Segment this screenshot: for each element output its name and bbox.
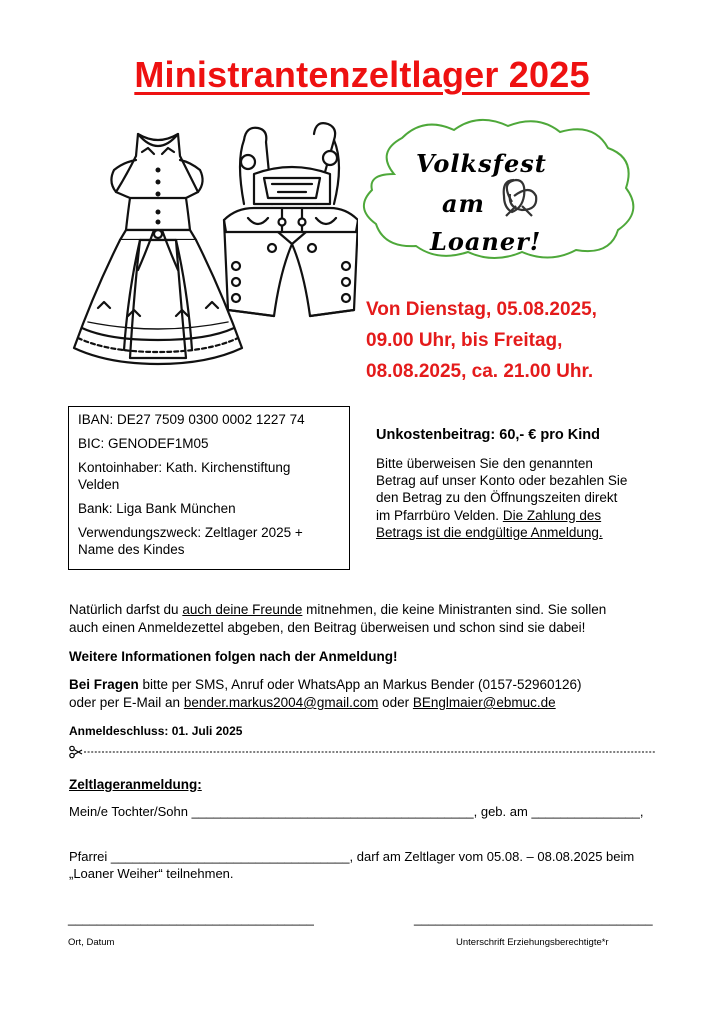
parish-row: Pfarrei _________________________________, darf am Zeltlager vom 05.08. – 08.08.2025 beim „Loaner Weiher“ teilnehmen. [69, 849, 635, 881]
signature-field[interactable]: _________________________________ [414, 911, 653, 926]
cloud-line-2: am [442, 189, 485, 218]
cut-line [69, 745, 655, 759]
cloud-line-1: Volksfest [416, 149, 547, 178]
bank-name: Bank: Liga Bank München [78, 501, 236, 516]
date-line-3: 08.08.2025, ca. 21.00 Uhr. [366, 361, 594, 382]
bank-details-box [68, 406, 350, 570]
fee-note-underlined: Die Zahlung des [502, 507, 602, 523]
lederhosen-icon [224, 123, 358, 316]
signature-label: Unterschrift Erziehungsberechtigte*r [456, 937, 609, 948]
dirndl-icon [74, 134, 242, 364]
fee-title: Unkostenbeitrag: 60,- € pro Kind [376, 427, 600, 443]
child-name-field[interactable]: _______________________________________ [191, 804, 474, 819]
page-title: Ministrantenzeltlager 2025 [134, 54, 590, 95]
email-link-1[interactable]: bender.markus2004@gmail.com [183, 695, 379, 710]
date-line-1: Von Dienstag, 05.08.2025, [366, 299, 597, 320]
dirndl-lederhosen-illustration [68, 112, 358, 372]
date-line-2: 09.00 Uhr, bis Freitag, [366, 330, 563, 351]
fee-note-underlined-2: Betrags ist die endgültige Anmeldung. [376, 524, 603, 540]
fee-text: Bitte überweisen Sie den genannten Betrag auf unser Konto oder bezahlen Sie den Betrag zu den Öffnungszeiten direkt im Pfarrbüro Velden. Die Zahlung des Betrags ist die endgültige Anmeldung. [376, 456, 628, 540]
bic: BIC: GENODEF1M05 [78, 436, 209, 451]
iban: IBAN: DE27 7509 0300 0002 1227 74 [78, 412, 305, 427]
payment-purpose: Verwendungszweck: Zeltlager 2025 + Name des Kindes [78, 525, 303, 557]
parish-field[interactable]: _________________________________ [110, 849, 350, 864]
birthdate-field[interactable]: _______________, [531, 804, 644, 819]
place-date-field[interactable]: __________________________________ [68, 911, 314, 926]
cloud-shape [354, 112, 644, 262]
place-date-label: Ort, Datum [68, 937, 115, 948]
more-info-text: Weitere Informationen folgen nach der Anmeldung! [69, 649, 398, 664]
registration-deadline: Anmeldeschluss: 01. Juli 2025 [69, 724, 243, 738]
email-link-2[interactable]: BEnglmaier@ebmuc.de [412, 695, 556, 710]
questions-paragraph: Bei Fragen bitte per SMS, Anruf oder WhatsApp an Markus Bender (0157-52960126) oder per E-Mail an bender.markus2004@gmail.com oder BEnglmaier@ebmuc.de [69, 677, 582, 710]
event-dates [366, 294, 686, 387]
scissors-icon [70, 746, 82, 757]
cloud-line-3: Loaner! [430, 227, 542, 256]
registration-heading: Zeltlageranmeldung: [69, 777, 202, 792]
friends-paragraph: Natürlich darfst du auch deine Freunde mitnehmen, die keine Ministranten sind. Sie sollen auch einen Anmeldezettel abgeben, den Beitrag überweisen und schon sind sie dabei! [69, 602, 607, 635]
child-name-row: Mein/e Tochter/Sohn _______________________________________, geb. am _______________, [69, 804, 644, 819]
account-owner: Kontoinhaber: Kath. Kirchenstiftung Velden [78, 460, 291, 492]
